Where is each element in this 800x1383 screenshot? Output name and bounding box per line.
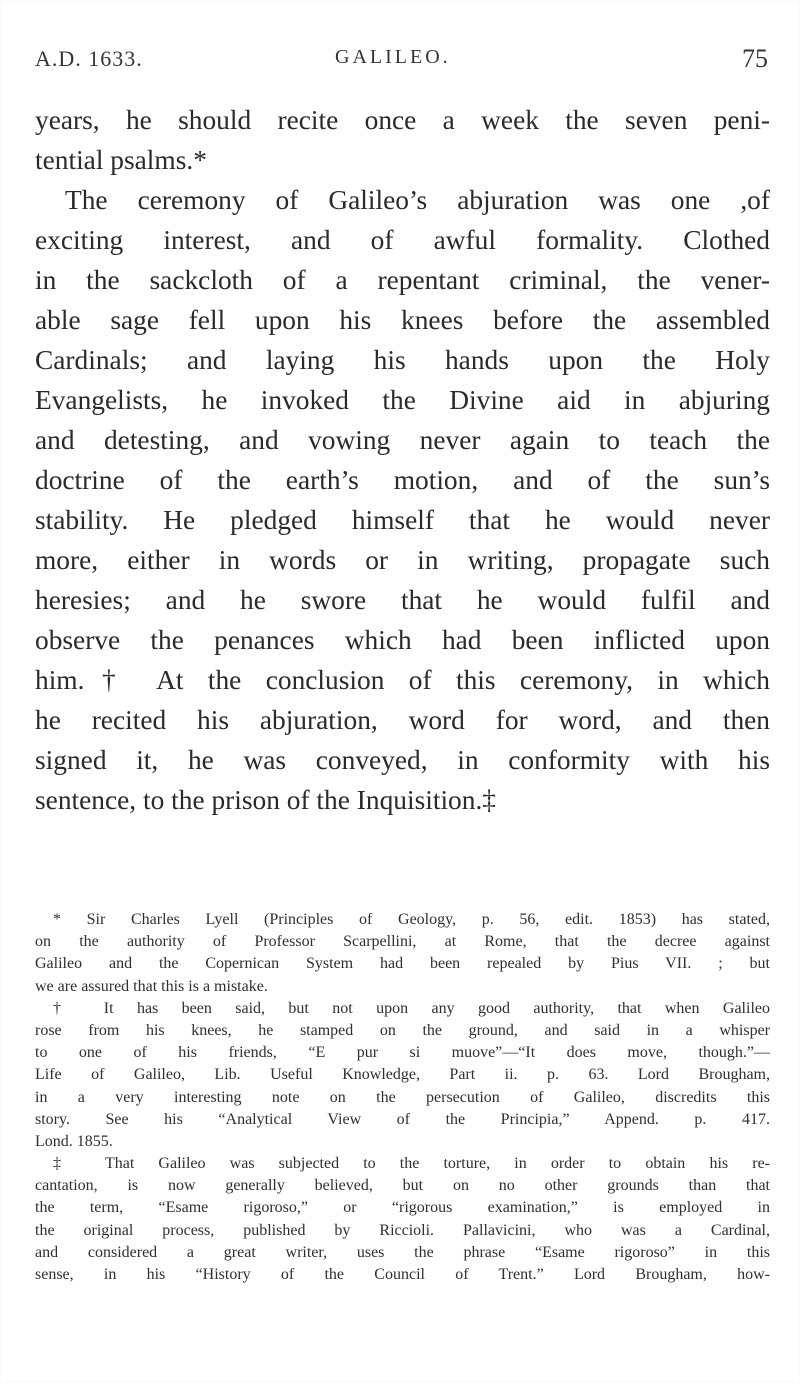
footnote-line: sense, in his “History of the Council of Trent.” Lord Brougham, how- — [35, 1266, 770, 1283]
main-text-block — [35, 100, 770, 820]
running-head-title: GALILEO. — [335, 46, 451, 68]
main-text-line: observe the penances which had been inflicted upon — [35, 625, 770, 655]
main-text-line: doctrine of the earth’s motion, and of the sun’s — [35, 465, 770, 495]
footnote-line: the term, “Esame rigoroso,” or “rigorous examination,” is employed in — [35, 1199, 770, 1217]
page-number: 75 — [742, 44, 768, 73]
main-text-line: The ceremony of Galileo’s abjuration was one ,of — [65, 185, 770, 215]
main-text-line: signed it, he was conveyed, in conformity with his — [35, 745, 770, 775]
footnote-line: we are assured that this is a mistake. — [35, 977, 268, 995]
main-text-line: exciting interest, and of awful formality. Clothed — [35, 225, 770, 255]
main-text-line: Evangelists, he invoked the Divine aid in abjuring — [35, 385, 770, 415]
footnote-line: Galileo and the Copernican System had been repealed by Pius VII. ; but — [35, 955, 770, 973]
footnote-line: † It has been said, but not upon any good authority, that when Galileo — [53, 999, 770, 1017]
running-head — [35, 46, 768, 76]
footnote-line: * Sir Charles Lyell (Principles of Geology, p. 56, edit. 1853) has stated, — [53, 911, 770, 928]
main-text-line: he recited his abjuration, word for word, and then — [35, 705, 770, 735]
main-text-line: stability. He pledged himself that he would never — [35, 505, 770, 535]
footnote-line: to one of his friends, “E pur si muove”—“It does move, though.”— — [35, 1044, 770, 1062]
footnote-line: Life of Galileo, Lib. Useful Knowledge, Part ii. p. 63. Lord Brougham, — [35, 1066, 770, 1084]
footnote-line: in a very interesting note on the persecution of Galileo, discredits this — [35, 1088, 770, 1106]
footnote-line: story. See his “Analytical View of the Principia,” Append. p. 417. — [35, 1110, 770, 1128]
main-text-line: sentence, to the prison of the Inquisition.‡ — [35, 785, 496, 815]
main-text-line: tential psalms.* — [35, 145, 207, 175]
footnote-line: ‡ That Galileo was subjected to the torture, in order to obtain his re- — [53, 1155, 770, 1173]
footnote-line: cantation, is now generally believed, but on no other grounds than that — [35, 1177, 770, 1195]
main-text-line: years, he should recite once a week the seven peni- — [35, 105, 770, 135]
main-text-line: more, either in words or in writing, propagate such — [35, 545, 770, 575]
main-text-line: in the sackcloth of a repentant criminal, the vener- — [35, 265, 770, 295]
footnote-line: rose from his knees, he stamped on the ground, and said in a whisper — [35, 1021, 770, 1039]
main-text-line: and detesting, and vowing never again to teach the — [35, 425, 770, 455]
footnotes-block — [35, 909, 770, 1286]
main-text-line: heresies; and he swore that he would fulfil and — [35, 585, 770, 615]
footnote-line: Lond. 1855. — [35, 1132, 113, 1150]
main-text-line: Cardinals; and laying his hands upon the Holy — [35, 345, 770, 375]
main-text-line: able sage fell upon his knees before the assembled — [35, 305, 770, 335]
footnote-line: on the authority of Professor Scarpellini, at Rome, that the decree against — [35, 933, 770, 951]
footnote-line: the original process, published by Riccioli. Pallavicini, who was a Cardinal, — [35, 1221, 770, 1239]
footnote-line: and considered a great writer, uses the phrase “Esame rigoroso” in this — [35, 1243, 770, 1261]
running-head-year: A.D. 1633. — [35, 46, 143, 71]
main-text-line: him.† At the conclusion of this ceremony, in which — [35, 665, 770, 695]
